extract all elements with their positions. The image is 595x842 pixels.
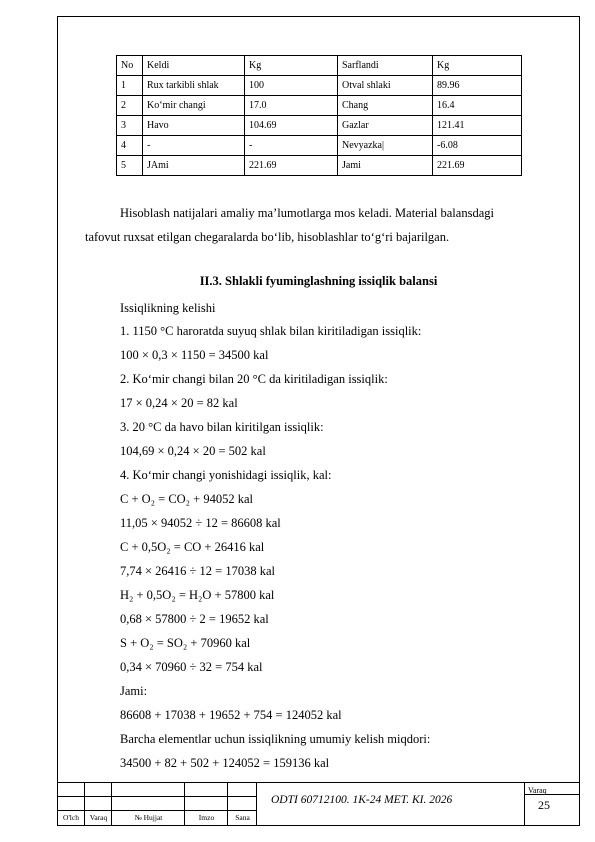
table-cell: 16.4	[433, 96, 522, 116]
table-row	[117, 116, 522, 136]
text-line: 1. 1150 °C haroratda suyuq shlak bilan kiritiladigan issiqlik:	[120, 324, 422, 338]
title-block-stamp	[57, 782, 580, 826]
stamp-label: № Hujjat	[134, 813, 163, 822]
table-header-cell: Keldi	[143, 56, 245, 76]
table-cell: 121.41	[433, 116, 522, 136]
text-line: 2. Ko‘mir changi bilan 20 °C da kiritiladigan issiqlik:	[120, 372, 388, 386]
formula-line: 100 × 0,3 × 1150 = 34500 kal	[120, 348, 269, 362]
stamp-label: Sana	[235, 813, 250, 822]
table-row	[117, 136, 522, 156]
paragraph-line: tafovut ruxsat etilgan chegaralarda bo‘lib, hisoblashlar to‘g‘ri bajarilgan.	[85, 230, 450, 244]
table-cell: 89.96	[433, 76, 522, 96]
table-cell: Jami	[338, 156, 433, 176]
table-row	[117, 96, 522, 116]
table-header-cell: Sarflandi	[338, 56, 433, 76]
table-cell: 2	[117, 96, 143, 116]
stamp-label: Imzo	[198, 813, 215, 822]
text-line: 4. Ko‘mir changi yonishidagi issiqlik, kal:	[120, 468, 332, 482]
table-header-cell: Kg	[245, 56, 338, 76]
text-line: Barcha elementlar uchun issiqlikning umumiy kelish miqdori:	[120, 732, 431, 746]
table-cell: 221.69	[245, 156, 338, 176]
table-header-cell: No	[117, 56, 143, 76]
formula-line: 0,68 × 57800 ÷ 2 = 19652 kal	[120, 612, 269, 626]
formula-line: H₂ + 0,5O₂ = H₂O + 57800 kal	[120, 588, 275, 602]
table-cell: Otval shlaki	[338, 76, 433, 96]
table-cell: 100	[245, 76, 338, 96]
table-cell: Nevyazka|	[338, 136, 433, 156]
table-header-row	[117, 56, 522, 76]
table-cell: 5	[117, 156, 143, 176]
text-line: Issiqlikning kelishi	[120, 301, 216, 315]
stamp-label: Varaq	[89, 813, 108, 822]
paragraph-line: Hisoblash natijalari amaliy ma’lumotlarga mos keladi. Material balansdagi	[120, 206, 494, 220]
formula-line: 7,74 × 26416 ÷ 12 = 17038 kal	[120, 564, 275, 578]
formula-line: C + 0,5O₂ = CO + 26416 kal	[120, 540, 265, 554]
formula-line: 86608 + 17038 + 19652 + 754 = 124052 kal	[120, 708, 342, 722]
table-cell: JAmi	[143, 156, 245, 176]
table-cell: -	[245, 136, 338, 156]
table-header-cell: Kg	[433, 56, 522, 76]
text-line: 3. 20 °C da havo bilan kiritilgan issiqlik:	[120, 420, 324, 434]
table-cell: 1	[117, 76, 143, 96]
sheet-label: Varaq	[528, 786, 547, 795]
table-cell: Rux tarkibli shlak	[143, 76, 245, 96]
table-cell: Havo	[143, 116, 245, 136]
document-code: ODTI 60712100. 1K-24 MET. KI. 2026	[271, 794, 453, 806]
table-cell: -	[143, 136, 245, 156]
table-row	[117, 76, 522, 96]
table-row	[117, 156, 522, 176]
formula-line: 17 × 0,24 × 20 = 82 kal	[120, 396, 238, 410]
table-cell: 4	[117, 136, 143, 156]
conclusion-paragraph	[85, 201, 545, 249]
table-cell: 104.69	[245, 116, 338, 136]
formula-line: C + O₂ = CO₂ + 94052 kal	[120, 492, 253, 506]
formula-line: 34500 + 82 + 502 + 124052 = 159136 kal	[120, 756, 330, 770]
formula-line: 0,34 × 70960 ÷ 32 = 754 kal	[120, 660, 263, 674]
table-cell: 17.0	[245, 96, 338, 116]
page-number: 25	[538, 798, 550, 812]
material-balance-table	[116, 55, 522, 176]
table-cell: Ko‘mir changi	[143, 96, 245, 116]
stamp-label: O'lch	[63, 813, 79, 822]
table-cell: 221.69	[433, 156, 522, 176]
formula-line: 11,05 × 94052 ÷ 12 = 86608 kal	[120, 516, 281, 530]
table-cell: Gazlar	[338, 116, 433, 136]
text-line: Jami:	[120, 684, 148, 698]
table-cell: Chang	[338, 96, 433, 116]
section-heading: II.3. Shlakli fyuminglashning issiqlik balansi	[199, 274, 438, 288]
formula-line: 104,69 × 0,24 × 20 = 502 kal	[120, 444, 266, 458]
table-cell: -6.08	[433, 136, 522, 156]
table-cell: 3	[117, 116, 143, 136]
formula-line: S + O₂ = SO₂ + 70960 kal	[120, 636, 251, 650]
